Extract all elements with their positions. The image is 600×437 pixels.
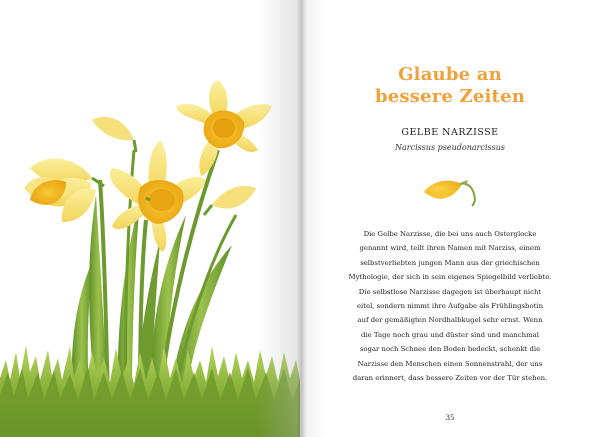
title-line-2: bessere Zeiten (374, 86, 526, 107)
page-number: 35 (445, 414, 455, 422)
species-name: GELBE NARZISSE (401, 127, 499, 138)
body-line: sogar noch Schnee den Boden bedeckt, schenkt die (359, 345, 541, 354)
body-line: eitel, sondern nimmt ihre Aufgabe als Frühlingsbotin (356, 302, 544, 311)
body-line: die Tage noch grau und düster sind und manchmal (361, 330, 539, 339)
text-page (300, 0, 600, 437)
title-line-1: Glaube an (398, 64, 502, 85)
body-line: daran erinnert, dass bessere Zeiten vor der Tür stehen. (352, 374, 548, 383)
species-latin-name: Narcissus pseudonarcissus (395, 143, 505, 152)
body-line: auf der gemäßigten Nordhalbkugel sehr ernst. Wenn (357, 316, 543, 325)
body-line: Die selbstlose Narzisse dagegen ist überhaupt nicht (358, 287, 542, 296)
body-line: Narzisse den Menschen einen Sonnenstrahl, der uns (357, 359, 543, 368)
daffodil-ornament-icon (420, 172, 480, 208)
body-text (320, 227, 580, 385)
body-line: genannt wird, teilt ihren Namen mit Narziss, einem (359, 244, 541, 253)
page-title (300, 64, 600, 108)
body-line: Mythologie, der sich in sein eigenes Spiegelbild verliebte. (348, 273, 552, 282)
body-line: selbstverliebten jungen Mann aus der griechischen (360, 258, 540, 267)
body-line: Die Gelbe Narzisse, die bei uns auch Osterglocke (363, 230, 537, 238)
